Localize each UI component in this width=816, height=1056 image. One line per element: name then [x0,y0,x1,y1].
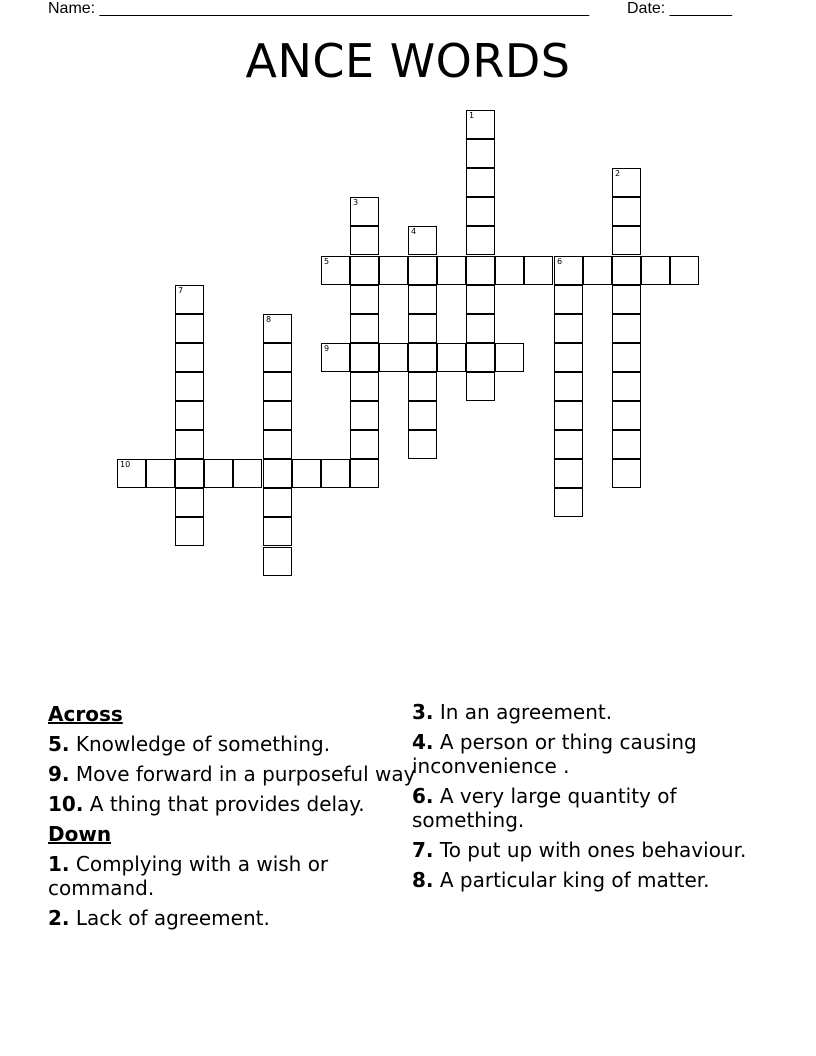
clue-number: 10. [48,792,84,816]
clue-number: 7. [412,838,434,862]
crossword-cell[interactable] [350,430,379,459]
crossword-cell[interactable] [612,285,641,314]
crossword-cell[interactable] [263,547,292,576]
clue-number: 3 [353,198,359,207]
clue-text: To put up with ones behaviour. [433,838,747,862]
clue-number: 5. [48,732,70,756]
crossword-cell[interactable] [408,285,437,314]
crossword-cell[interactable] [612,168,641,197]
clue-item [48,762,418,786]
crossword-cell[interactable] [612,197,641,226]
crossword-cell[interactable] [175,285,204,314]
crossword-cell[interactable] [612,314,641,343]
crossword-cell[interactable] [466,226,495,255]
crossword-cell[interactable] [175,401,204,430]
crossword-cell[interactable] [350,372,379,401]
crossword-cell[interactable] [321,459,350,488]
name-field: Name: _______________________________________________________ [48,0,589,17]
crossword-cell[interactable] [612,256,641,285]
crossword-cell[interactable] [408,256,437,285]
crossword-cell[interactable] [466,197,495,226]
crossword-cell[interactable] [612,372,641,401]
crossword-cell[interactable] [554,285,583,314]
crossword-cell[interactable] [408,430,437,459]
clue-number: 4. [412,730,434,754]
crossword-cell[interactable] [612,459,641,488]
crossword-cell[interactable] [554,256,583,285]
crossword-cell[interactable] [263,430,292,459]
crossword-cell[interactable] [612,343,641,372]
clue-number: 8 [266,315,272,324]
crossword-cell[interactable] [554,372,583,401]
clue-text: Lack of agreement. [69,906,270,930]
clue-number: 5 [324,257,330,266]
crossword-cell[interactable] [175,314,204,343]
clue-number: 1 [469,111,475,120]
section-heading: Across [48,702,123,726]
crossword-cell[interactable] [466,372,495,401]
crossword-cell[interactable] [554,343,583,372]
crossword-cell[interactable] [379,256,408,285]
crossword-cell[interactable] [146,459,175,488]
clue-text: A person or thing causing inconvenience . [412,730,697,778]
crossword-cell[interactable] [466,139,495,168]
clue-number: 4 [411,227,417,236]
crossword-cell[interactable] [437,256,466,285]
crossword-cell[interactable] [408,372,437,401]
clue-number: 6. [412,784,434,808]
crossword-cell[interactable] [350,343,379,372]
crossword-cell[interactable] [175,430,204,459]
crossword-cell[interactable] [350,459,379,488]
crossword-cell[interactable] [495,256,524,285]
clue-item [48,732,418,756]
crossword-cell[interactable] [263,517,292,546]
crossword-cell[interactable] [466,168,495,197]
crossword-cell[interactable] [437,343,466,372]
clue-item [48,852,418,900]
crossword-cell[interactable] [263,314,292,343]
crossword-cell[interactable] [554,488,583,517]
crossword-cell[interactable] [466,285,495,314]
clue-text: A particular king of matter. [433,868,710,892]
clue-number: 9. [48,762,70,786]
crossword-cell[interactable] [350,401,379,430]
section-heading: Down [48,822,112,846]
clue-item [48,792,418,816]
crossword-cell[interactable] [117,459,146,488]
crossword-cell[interactable] [466,314,495,343]
crossword-cell[interactable] [554,314,583,343]
crossword-cell[interactable] [175,459,204,488]
crossword-cell[interactable] [641,256,670,285]
clue-item [412,730,782,778]
clue-number: 1. [48,852,70,876]
date-field: Date: _______ [627,0,732,17]
clue-item [412,700,782,724]
clue-number: 2. [48,906,70,930]
clues-right-column [412,700,782,898]
crossword-cell[interactable] [263,488,292,517]
clue-item [48,906,418,930]
crossword-cell[interactable] [263,459,292,488]
crossword-cell[interactable] [554,401,583,430]
clue-text: In an agreement. [433,700,613,724]
clue-number: 10 [120,460,131,469]
clue-number: 9 [324,344,330,353]
crossword-cell[interactable] [670,256,699,285]
crossword-cell[interactable] [175,517,204,546]
crossword-cell[interactable] [408,343,437,372]
crossword-cell[interactable] [263,343,292,372]
crossword-cell[interactable] [408,314,437,343]
crossword-cell[interactable] [583,256,612,285]
crossword-cell[interactable] [263,401,292,430]
clues-left-column [48,700,418,936]
crossword-cell[interactable] [263,372,292,401]
crossword-cell[interactable] [524,256,553,285]
clue-number: 7 [178,286,184,295]
crossword-cell[interactable] [350,197,379,226]
crossword-cell[interactable] [204,459,233,488]
crossword-cell[interactable] [321,256,350,285]
crossword-cell[interactable] [350,256,379,285]
crossword-cell[interactable] [175,372,204,401]
page-title: ANCE WORDS [245,34,571,88]
clue-number: 8. [412,868,434,892]
crossword-cell[interactable] [466,256,495,285]
clue-item [412,838,782,862]
crossword-cell[interactable] [321,343,350,372]
crossword-cell[interactable] [466,110,495,139]
clue-text: Knowledge of something. [69,732,331,756]
crossword-cell[interactable] [554,430,583,459]
clue-text: Move forward in a purposeful way [69,762,416,786]
clue-item [412,868,782,892]
crossword-cell[interactable] [379,343,408,372]
clue-number: 6 [557,257,563,266]
crossword-cell[interactable] [350,314,379,343]
crossword-cell[interactable] [554,459,583,488]
clue-number: 2 [615,169,621,178]
crossword-cell[interactable] [612,401,641,430]
crossword-cell[interactable] [292,459,321,488]
clue-number: 3. [412,700,434,724]
crossword-cell[interactable] [175,488,204,517]
crossword-cell[interactable] [495,343,524,372]
clue-text: Complying with a wish or command. [48,852,329,900]
crossword-cell[interactable] [408,401,437,430]
crossword-cell[interactable] [350,226,379,255]
crossword-cell[interactable] [408,226,437,255]
crossword-cell[interactable] [350,285,379,314]
crossword-cell[interactable] [612,226,641,255]
clue-text: A thing that provides delay. [83,792,365,816]
crossword-cell[interactable] [612,430,641,459]
crossword-cell[interactable] [175,343,204,372]
clue-text: A very large quantity of something. [412,784,677,832]
crossword-cell[interactable] [233,459,262,488]
crossword-cell[interactable] [466,343,495,372]
clue-item [412,784,782,832]
